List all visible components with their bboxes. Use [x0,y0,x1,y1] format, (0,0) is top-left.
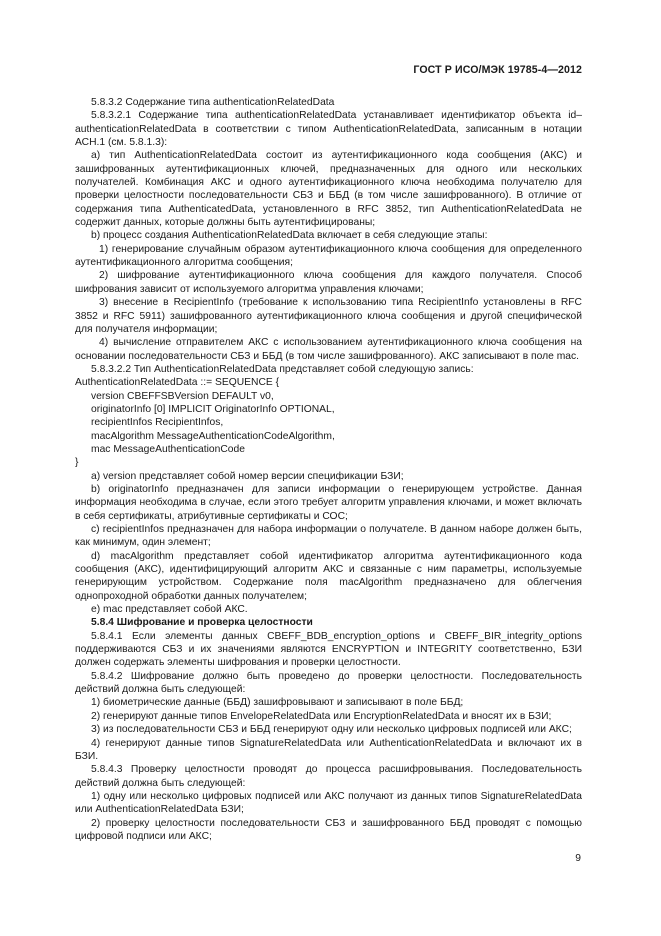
paragraph: 4) генерируют данные типов SignatureRelatedData или AuthenticationRelatedData и включают их в БЗИ. [75,737,582,762]
document-body [75,96,582,843]
code-line: mac MessageAuthenticationCode [91,443,245,455]
paragraph: 5.8.3.2 Содержание типа authenticationRelatedData [91,97,335,108]
code-line: version CBEFFSBVersion DEFAULT v0, [91,390,274,402]
code-line: } [75,457,79,469]
paragraph: 2) шифрование аутентификационного ключа сообщения для каждого получателя. Способ шифрования зависит от используемого алгоритма управления ключами; [75,270,582,295]
paragraph: 1) биометрические данные (ББД) зашифровывают и записывают в поле ББД; [91,697,464,709]
paragraph: а) тип AuthenticationRelatedData состоит из аутентификационного кода сообщения (АКС) и зашифрованных аутентификационных ключей, предназначенных для одного или нескольких получателей. Комбинация АКС и одного аутентификационного ключа необходима получателю для проверки целостности последовательности СБЗ и ББД (в том числе зашифрованного). В отличие от содержания типа AuthenticatedData, установленного в RFC 3852, тип AuthenticationRelatedData не содержит данных, которые должны быть аутентифицированы; [75,150,582,229]
paragraph: 3) из последовательности СБЗ и ББД генерируют одну или несколько цифровых подписей или АКС; [91,724,572,736]
code-line: AuthenticationRelatedData ::= SEQUENCE { [75,377,280,389]
paragraph: c) recipientInfos предназначен для набора информации о получателе. В данном наборе должен быть, как минимум, один элемент; [75,524,582,549]
paragraph: 3) внесение в RecipientInfo (требование к использованию типа RecipientInfo установлены в RFC 3852 и RFC 5911) зашифрованного аутентификационного ключа сообщения и другой специфической для получателя информации; [75,297,582,335]
standard-header: ГОСТ Р ИСО/МЭК 19785-4—2012 [413,64,582,76]
paragraph: 5.8.3.2.2 Тип AuthenticationRelatedData представляет собой следующую запись: [91,363,474,375]
paragraph: 5.8.4.3 Проверку целостности проводят до процесса расшифровывания. Последовательность действий должна быть следующей: [75,764,582,789]
paragraph: 4) вычисление отправителем АКС с использованием аутентификационного ключа сообщения на основании последовательности СБЗ и ББД (в том числе зашифрованного). АКС записывают в поле mac. [75,337,582,362]
paragraph: 2) проверку целостности последовательности СБЗ и зашифрованного ББД проводят с помощью цифровой подписи или АКС; [75,817,582,842]
paragraph: e) mac представляет собой АКС. [91,604,248,616]
code-line: macAlgorithm MessageAuthenticationCodeAlgorithm, [91,430,335,442]
paragraph: 5.8.4.2 Шифрование должно быть проведено до проверки целостности. Последовательность действий должна быть следующей: [75,670,582,696]
paragraph: а) version представляет собой номер версии спецификации БЗИ; [91,470,404,482]
paragraph: d) macAlgorithm представляет собой идентификатор алгоритма аутентификационного кода сообщения (АКС), идентифицирующий алгоритм АКС и связанные с ним параметры, используемые генерирующим устройством. Содержание поля macAlgorithm предназначено для облегчения однопроходной обработки данных получателем; [75,550,582,602]
paragraph: 2) генерируют данные типов EnvelopeRelatedData или EncryptionRelatedData и вносят их в БЗИ; [91,710,552,722]
page-number: 9 [575,853,581,864]
paragraph: 1) генерирование случайным образом аутентификационного ключа сообщения для определенного аутентификационного алгоритма сообщения; [75,243,582,269]
code-line: recipientInfos RecipientInfos, [91,417,224,429]
paragraph: 1) одну или несколько цифровых подписей или АКС получают из данных типов SignatureRelatedData или AuthenticationRelatedData БЗИ; [75,790,582,816]
paragraph: b) процесс создания AuthenticationRelatedData включает в себя следующие этапы: [91,230,488,242]
code-line: originatorInfo [0] IMPLICIT OriginatorInfo OPTIONAL, [91,403,335,415]
paragraph: b) originatorInfo предназначен для записи информации о генерирующем устройстве. Данная информация необходима в случае, если этого требует алгоритм управления ключами, и может включать в себя сертификаты, атрибутивные сертификаты и СОС; [75,483,582,522]
paragraph: 5.8.3.2.1 Содержание типа authenticationRelatedData устанавливает идентификатор объекта id–authenticationRelatedData в соответствии с типом AuthenticationRelatedData, записанным в нотации АСН.1 (см. 5.8.1.3): [75,110,582,149]
paragraph: 5.8.4.1 Если элементы данных CBEFF_BDB_encryption_options и CBEFF_BIR_integrity_options поддерживаются СБЗ и их значениями являются ENCRYPTION и INTEGRITY соответственно, БЗИ должен содержать элементы шифрования и проверки целостности. [75,630,582,669]
section-heading: 5.8.4 Шифрование и проверка целостности [91,617,313,629]
